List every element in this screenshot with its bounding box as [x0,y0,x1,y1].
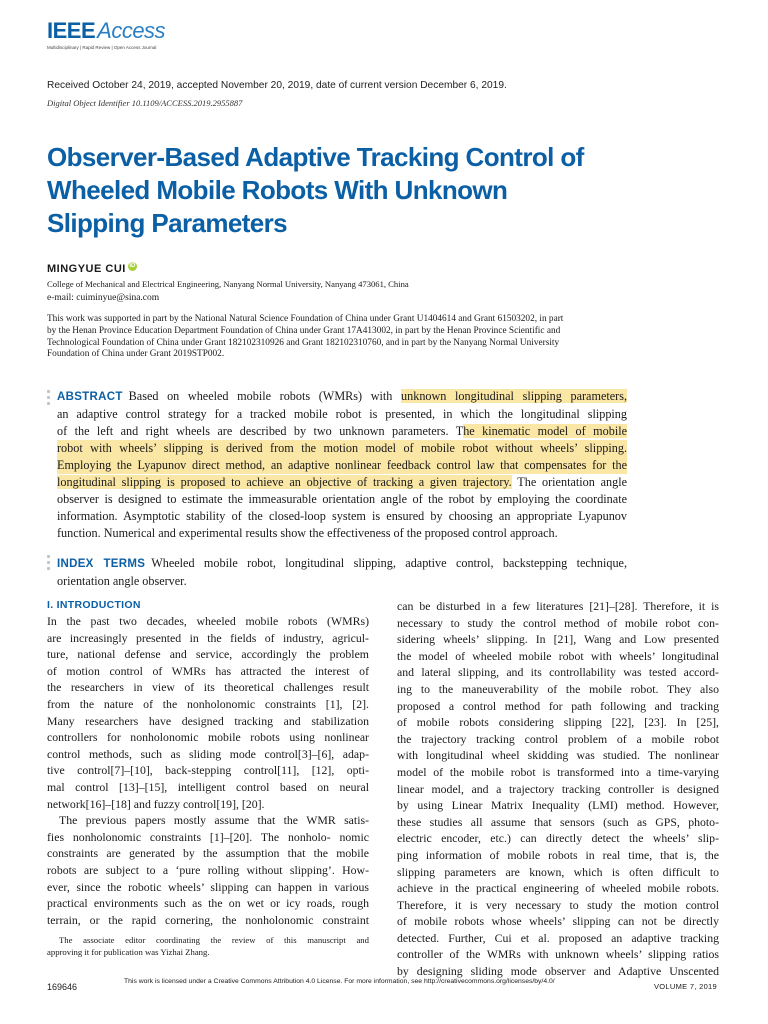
author-email[interactable]: e-mail: cuiminyue@sina.com [47,293,160,303]
index-terms-marker-icon [47,555,50,573]
orcid-icon[interactable]: iD [129,263,136,269]
license-notice[interactable]: This work is licensed under a Creative Commons Attribution 4.0 License. For more information, see http://creativecommons.org/licenses/by/4.0/ [124,978,555,985]
title-line: Wheeled Mobile Robots With Unknown [47,175,508,205]
section-heading: I. INTRODUCTION [47,599,141,611]
author-name: MINGYUE CUI iD [47,263,136,275]
logo-access: Access [97,18,166,43]
highlight: Employing the Lyapunov direct method, an adaptive nonlinear feedback control law that compensates for the [57,458,627,472]
highlight: robot with wheels’ slipping is derived from the motion model of mobile robot without wheels’ slipping. [57,441,627,455]
logo-ieee: IEEE [47,18,96,43]
funding-statement [47,314,687,361]
funding-line: by the Henan Province Education Department Foundation of China under Grant 17A413002, in part by the Henan Province Scientific and [47,325,561,336]
author-affiliation: College of Mechanical and Electrical Engineering, Nanyang Normal University, Nanyang 473061, China [47,279,409,289]
title-line: Observer-Based Adaptive Tracking Control of [47,142,584,172]
funding-line: Foundation of China under Grant 2019STP002. [47,349,225,360]
received-dates: Received October 24, 2019, accepted November 20, 2019, date of current version December 6, 2019. [47,80,507,91]
logo-tagline: Multidisciplinary | Rapid Review | Open Access Journal [47,45,157,50]
title-line: Slipping Parameters [47,208,288,238]
abstract-marker-icon [47,390,50,408]
abstract-label: ABSTRACT [57,391,123,403]
highlight: longitudinal slipping is proposed to achieve an objective of tracking a given trajectory. [57,475,512,489]
highlight: he kinematic model of mobile [463,424,627,438]
funding-line: This work was supported in part by the National Natural Science Foundation of China under Grant U1404614 and Grant 61503202, in part [47,314,564,324]
index-terms-label: INDEX TERMS [57,558,146,570]
highlight: unknown longitudinal slipping parameters, [401,389,627,403]
volume-info: VOLUME 7, 2019 [654,982,717,991]
doi[interactable]: Digital Object Identifier 10.1109/ACCESS.2019.2955887 [47,98,243,108]
index-terms: INDEX TERMS Wheeled mobile robot, longitudinal slipping, adaptive control, backstepping technique, orientation angle observer. [57,556,627,588]
editor-footnote: The associate editor coordinating the review of this manuscript and approving it for publication was Yizhai Zhang. [47,935,369,957]
funding-line: Technological Foundation of China under Grant 182102310926 and Grant 182102310760, and in part by the Nanyang Normal University [47,337,560,348]
journal-logo [47,20,165,50]
abstract: ABSTRACT Based on wheeled mobile robots (WMRs) with unknown longitudinal slipping parameters, an adaptive control strategy for a tracked mobile robot is presented, in which the longitudinal slipping of the left and right wheels are described by two unknown parameters. The kinematic model of mobile robot with wheels’ slipping is derived from the motion model of mobile robot without wheels’ slipping. Employing the Lyapunov direct method, an adaptive nonlinear feedback control law that compensates for the longitudinal slipping is proposed to achieve an objective of tracking a given trajectory. The orientation angle observer is designed to estimate the immeasurable orientation angle of the robot by employing the coordinate information. Asymptotic stability of the closed-loop system is ensured by choosing an appropriate Lyapunov function. Numerical and experimental results show the effectiveness of the proposed control approach. [57,389,627,540]
body-right-column: can be disturbed in a few literatures [21]–[28]. Therefore, it is necessary to study the control method of mobile robot con- sidering wheels’ slipping. In [21], Wang and Low presented the model of wheeled mobile robot with wheels’ longitudinal and lateral slipping, and its controllability was tested accord- ing to the maneuverability of the mobile robot. They also proposed a control method for path following and tracking of mobile robots considering slipping [22], [23]. In [25], the trajectory tracking control problem of a mobile robot with longitudinal wheel skidding was studied. The nonlinear model of the mobile robot is transformed into a time-varying linear model, and a trajectory tracking controller is designed by using Linear Matrix Inequality (LMI) method. However, these studies all assume that sensors (such as GPS, photo- electric encoder, etc.) can directly detect the wheels’ slip- ping information of mobile robots in real time, that is, the slipping parameters are known, which is often difficult to achieve in the practical engineering of wheeled mobile robots. Therefore, it is very necessary to study the motion control of mobile robots whose wheels’ slipping can not be directly detected. Further, Cui et al. proposed an adaptive tracking controller of the WMRs with unknown wheels’ slipping ratios by designing sliding mode observer and Adaptive Unscented [397,599,719,979]
paper-title [47,141,687,240]
body-left-column: I. INTRODUCTION In the past two decades, wheeled mobile robots (WMRs) are increasingly presented in the fields of industry, agricul- ture, national defense and service, accordingly the problem of motion control of WMRs has attracted the interest of the researchers in view of its theoretical challenges result from the nature of the nonholonomic constraints [1], [2]. Many researchers have designed tracking and stabilization controllers for nonholonomic mobile robots using nonlinear control methods, such as sliding mode control[3]–[6], adap- tive control[7]–[10], back-stepping control[11], [12], opti- mal control [13]–[15], intelligent control based on neural network[16]–[18] and fuzzy control[19], [20]. The previous papers mostly assume that the WMR satis- fies nonholonomic constraints [1]–[20]. The nonholo- nomic constraints are generated by the assumption that the mobile robots are subject to a ‘pure rolling without slipping’. How- ever, since the robotic wheels’ slipping can happen in various practical environments such as the on wet or icy roads, rough terrain, or the rapid cornering, the nonholonomic constraint [47,599,369,927]
page-number: 169646 [47,982,78,992]
